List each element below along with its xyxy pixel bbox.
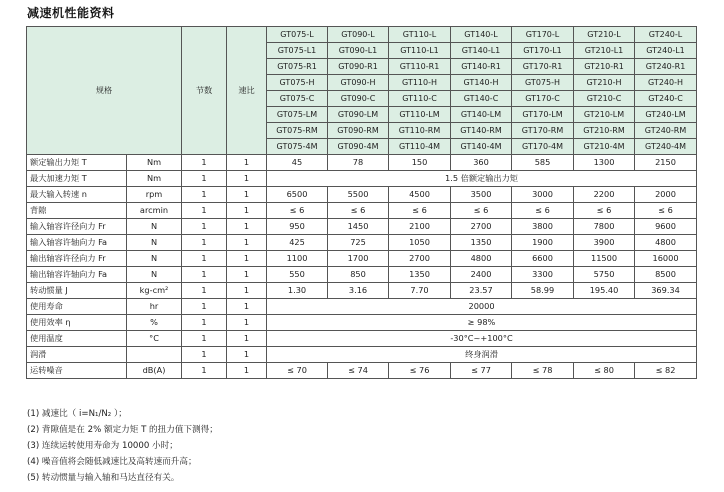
value-cell: 7800	[574, 219, 635, 235]
model-cell: GT075-4M	[267, 139, 328, 155]
row-ratio: 1	[227, 299, 267, 315]
model-cell: GT170-LM	[512, 107, 574, 123]
model-cell: GT240-4M	[635, 139, 697, 155]
value-cell: 2200	[574, 187, 635, 203]
model-cell: GT240-LM	[635, 107, 697, 123]
model-cell: GT110-L	[389, 27, 451, 43]
value-cell: ≤ 6	[512, 203, 574, 219]
value-cell: ≤ 76	[389, 363, 451, 379]
model-cell: GT090-4M	[328, 139, 389, 155]
row-ratio: 1	[227, 251, 267, 267]
model-cell: GT240-H	[635, 75, 697, 91]
row-label: 输出轴容许轴向力 Fa	[27, 267, 127, 283]
value-cell: 1350	[451, 235, 512, 251]
row-unit	[127, 347, 182, 363]
row-label: 润滑	[27, 347, 127, 363]
row-unit: N	[127, 235, 182, 251]
row-ratio: 1	[227, 235, 267, 251]
row-ratio: 1	[227, 187, 267, 203]
header-row	[27, 27, 697, 43]
stages-header: 节数	[182, 27, 227, 155]
model-cell: GT210-RM	[574, 123, 635, 139]
row-stages: 1	[182, 267, 227, 283]
row-ratio: 1	[227, 283, 267, 299]
value-cell: 550	[267, 267, 328, 283]
value-cell: ≤ 82	[635, 363, 697, 379]
value-cell: 1700	[328, 251, 389, 267]
spec-table	[26, 26, 697, 379]
value-cell: ≤ 6	[451, 203, 512, 219]
value-cell: ≤ 78	[512, 363, 574, 379]
value-cell: 850	[328, 267, 389, 283]
model-cell: GT170-L	[512, 27, 574, 43]
value-cell: 2100	[389, 219, 451, 235]
value-cell: 1100	[267, 251, 328, 267]
model-cell: GT075-H	[267, 75, 328, 91]
model-cell: GT210-LM	[574, 107, 635, 123]
row-ratio: 1	[227, 203, 267, 219]
value-cell: 150	[389, 155, 451, 171]
row-unit: %	[127, 315, 182, 331]
footnote: (4) 噪音值将会随低减速比及高转速而升高；	[27, 457, 197, 467]
value-cell: ≤ 6	[389, 203, 451, 219]
model-cell: GT170-R1	[512, 59, 574, 75]
model-cell: GT240-R1	[635, 59, 697, 75]
model-cell: GT075-LM	[267, 107, 328, 123]
row-stages: 1	[182, 203, 227, 219]
value-cell: ≤ 80	[574, 363, 635, 379]
value-cell: 16000	[635, 251, 697, 267]
value-cell: 45	[267, 155, 328, 171]
value-cell: 1350	[389, 267, 451, 283]
value-cell: 5500	[328, 187, 389, 203]
row-ratio: 1	[227, 155, 267, 171]
table-row	[27, 347, 697, 363]
model-cell: GT170-L1	[512, 43, 574, 59]
row-stages: 1	[182, 363, 227, 379]
model-cell: GT170-RM	[512, 123, 574, 139]
row-label: 额定输出力矩 T	[27, 155, 127, 171]
table-row	[27, 155, 697, 171]
value-cell: 4500	[389, 187, 451, 203]
model-cell: GT075-L1	[267, 43, 328, 59]
row-stages: 1	[182, 331, 227, 347]
value-cell: 2400	[451, 267, 512, 283]
value-cell: 58.99	[512, 283, 574, 299]
value-cell: 3.16	[328, 283, 389, 299]
row-label: 转动惯量 J	[27, 283, 127, 299]
row-stages: 1	[182, 347, 227, 363]
model-cell: GT240-L	[635, 27, 697, 43]
value-span-cell: -30°C~+100°C	[267, 331, 697, 347]
ratio-header: 速比	[227, 27, 267, 155]
model-cell: GT210-L	[574, 27, 635, 43]
spec-header: 规格	[27, 27, 182, 155]
table-row	[27, 363, 697, 379]
model-cell: GT140-L	[451, 27, 512, 43]
row-label: 输出轴容许径向力 Fr	[27, 251, 127, 267]
value-cell: 1450	[328, 219, 389, 235]
page-title: 减速机性能资料	[27, 6, 115, 20]
table-row	[27, 171, 697, 187]
row-label: 使用温度	[27, 331, 127, 347]
row-unit: N	[127, 251, 182, 267]
footnotes	[27, 406, 218, 486]
model-cell: GT090-C	[328, 91, 389, 107]
value-span-cell: 终身润滑	[267, 347, 697, 363]
value-cell: 425	[267, 235, 328, 251]
value-cell: 1900	[512, 235, 574, 251]
row-stages: 1	[182, 235, 227, 251]
value-cell: 585	[512, 155, 574, 171]
row-unit: °C	[127, 331, 182, 347]
row-unit: Nm	[127, 155, 182, 171]
value-cell: 5750	[574, 267, 635, 283]
value-cell: 195.40	[574, 283, 635, 299]
value-cell: 1.30	[267, 283, 328, 299]
row-stages: 1	[182, 187, 227, 203]
model-cell: GT090-R1	[328, 59, 389, 75]
value-cell: 7.70	[389, 283, 451, 299]
row-unit: arcmin	[127, 203, 182, 219]
value-cell: ≤ 6	[328, 203, 389, 219]
value-cell: 950	[267, 219, 328, 235]
model-cell: GT210-C	[574, 91, 635, 107]
model-cell: GT210-4M	[574, 139, 635, 155]
table-row	[27, 315, 697, 331]
model-cell: GT210-R1	[574, 59, 635, 75]
value-cell: 78	[328, 155, 389, 171]
footnote: (5) 转动惯量与输入轴和马达直径有关。	[27, 473, 180, 483]
row-stages: 1	[182, 219, 227, 235]
model-cell: GT110-RM	[389, 123, 451, 139]
value-cell: 725	[328, 235, 389, 251]
row-stages: 1	[182, 315, 227, 331]
row-label: 使用效率 η	[27, 315, 127, 331]
row-unit: rpm	[127, 187, 182, 203]
value-cell: 360	[451, 155, 512, 171]
footnote: (2) 背隙值是在 2% 额定力矩 T 的扭力值下测得；	[27, 425, 218, 435]
table-row	[27, 251, 697, 267]
value-cell: 3000	[512, 187, 574, 203]
table-row	[27, 267, 697, 283]
value-cell: 3500	[451, 187, 512, 203]
value-cell: 2700	[451, 219, 512, 235]
table-row	[27, 283, 697, 299]
model-cell: GT170-4M	[512, 139, 574, 155]
model-cell: GT140-H	[451, 75, 512, 91]
value-cell: 6600	[512, 251, 574, 267]
model-cell: GT110-LM	[389, 107, 451, 123]
row-label: 运转噪音	[27, 363, 127, 379]
row-label: 背隙	[27, 203, 127, 219]
model-cell: GT075-RM	[267, 123, 328, 139]
model-cell: GT140-LM	[451, 107, 512, 123]
row-unit: dB(A)	[127, 363, 182, 379]
model-cell: GT110-C	[389, 91, 451, 107]
row-stages: 1	[182, 171, 227, 187]
value-cell: 369.34	[635, 283, 697, 299]
model-cell: GT110-R1	[389, 59, 451, 75]
model-cell: GT140-R1	[451, 59, 512, 75]
value-span-cell: ≥ 98%	[267, 315, 697, 331]
value-cell: ≤ 6	[267, 203, 328, 219]
value-span-cell: 1.5 倍额定输出力矩	[267, 171, 697, 187]
value-cell: 23.57	[451, 283, 512, 299]
row-stages: 1	[182, 251, 227, 267]
value-cell: 2150	[635, 155, 697, 171]
row-unit: N	[127, 267, 182, 283]
value-cell: 4800	[451, 251, 512, 267]
value-cell: 3800	[512, 219, 574, 235]
model-cell: GT075-L	[267, 27, 328, 43]
model-cell: GT110-L1	[389, 43, 451, 59]
row-ratio: 1	[227, 331, 267, 347]
model-cell: GT090-LM	[328, 107, 389, 123]
model-cell: GT090-H	[328, 75, 389, 91]
row-ratio: 1	[227, 171, 267, 187]
value-cell: 2000	[635, 187, 697, 203]
model-cell: GT110-4M	[389, 139, 451, 155]
row-ratio: 1	[227, 315, 267, 331]
model-cell: GT140-4M	[451, 139, 512, 155]
model-cell: GT240-RM	[635, 123, 697, 139]
value-cell: 2700	[389, 251, 451, 267]
value-cell: 6500	[267, 187, 328, 203]
row-ratio: 1	[227, 219, 267, 235]
value-cell: 11500	[574, 251, 635, 267]
row-ratio: 1	[227, 363, 267, 379]
model-cell: GT075-C	[267, 91, 328, 107]
row-label: 输入轴容许径向力 Fr	[27, 219, 127, 235]
footnote: (3) 连续运转使用寿命为 10000 小时；	[27, 441, 178, 451]
table-row	[27, 187, 697, 203]
table-row	[27, 235, 697, 251]
value-cell: 3900	[574, 235, 635, 251]
value-cell: 1050	[389, 235, 451, 251]
model-cell: GT240-C	[635, 91, 697, 107]
row-unit: kg-cm²	[127, 283, 182, 299]
model-cell: GT090-L	[328, 27, 389, 43]
model-cell: GT090-RM	[328, 123, 389, 139]
table-row	[27, 219, 697, 235]
model-cell: GT170-C	[512, 91, 574, 107]
row-label: 最大输入转速 n	[27, 187, 127, 203]
row-stages: 1	[182, 155, 227, 171]
footnote: (1) 减速比（ i=N₁/N₂ ）；	[27, 409, 127, 419]
value-cell: ≤ 70	[267, 363, 328, 379]
row-stages: 1	[182, 299, 227, 315]
row-unit: Nm	[127, 171, 182, 187]
table-row	[27, 331, 697, 347]
table-row	[27, 299, 697, 315]
value-cell: ≤ 6	[635, 203, 697, 219]
model-cell: GT090-L1	[328, 43, 389, 59]
model-cell: GT140-RM	[451, 123, 512, 139]
row-ratio: 1	[227, 267, 267, 283]
spec-table-body	[27, 27, 697, 379]
model-cell: GT140-L1	[451, 43, 512, 59]
table-row	[27, 203, 697, 219]
value-cell: ≤ 74	[328, 363, 389, 379]
model-cell: GT210-L1	[574, 43, 635, 59]
model-cell: GT110-H	[389, 75, 451, 91]
row-unit: hr	[127, 299, 182, 315]
model-cell: GT240-L1	[635, 43, 697, 59]
model-cell: GT075-H	[512, 75, 574, 91]
row-label: 输入轴容许轴向力 Fa	[27, 235, 127, 251]
row-ratio: 1	[227, 347, 267, 363]
model-cell: GT140-C	[451, 91, 512, 107]
value-cell: 3300	[512, 267, 574, 283]
model-cell: GT210-H	[574, 75, 635, 91]
row-label: 最大加速力矩 T	[27, 171, 127, 187]
value-cell: 9600	[635, 219, 697, 235]
value-cell: ≤ 6	[574, 203, 635, 219]
value-cell: 1300	[574, 155, 635, 171]
value-cell: 4800	[635, 235, 697, 251]
row-unit: N	[127, 219, 182, 235]
row-stages: 1	[182, 283, 227, 299]
row-label: 使用寿命	[27, 299, 127, 315]
model-cell: GT075-R1	[267, 59, 328, 75]
value-span-cell: 20000	[267, 299, 697, 315]
value-cell: 8500	[635, 267, 697, 283]
value-cell: ≤ 77	[451, 363, 512, 379]
